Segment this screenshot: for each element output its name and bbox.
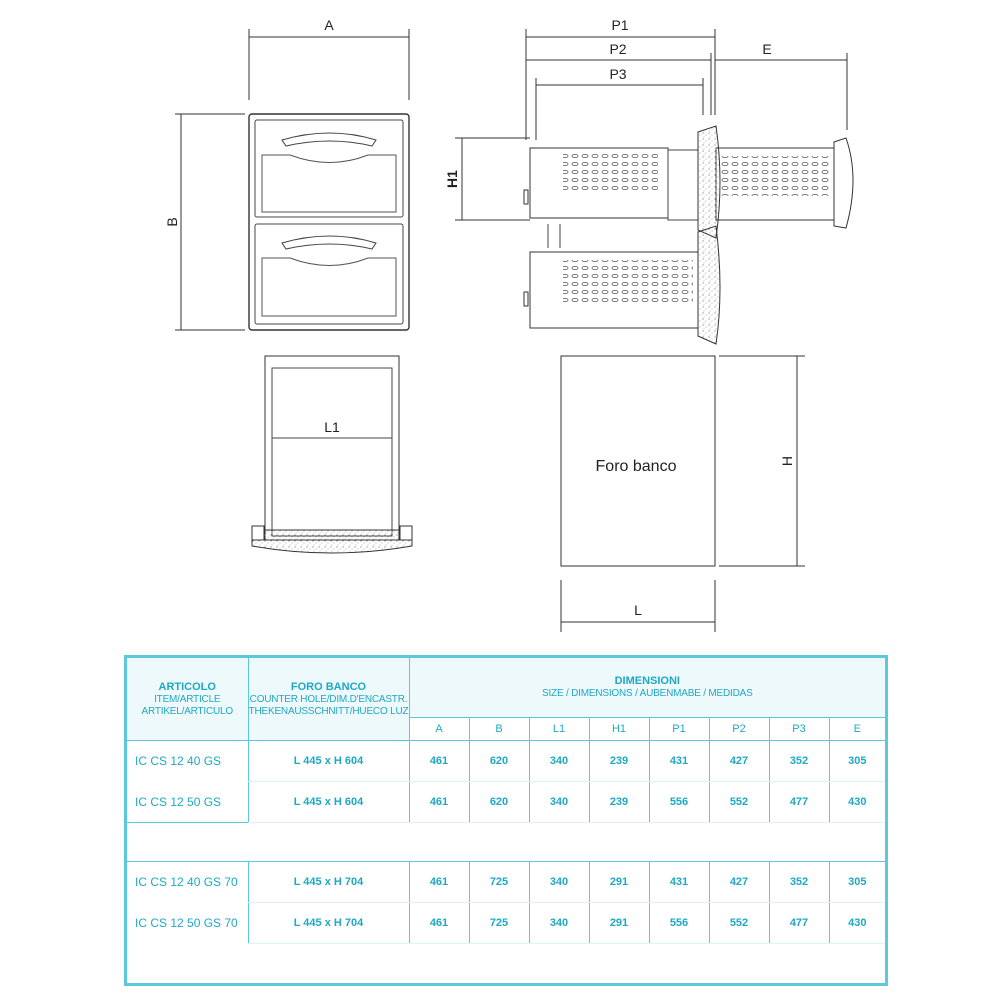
article-cell: IC CS 12 50 GS 70: [135, 916, 238, 930]
hole-cell: L 445 x H 704: [248, 862, 409, 903]
front-view: [164, 17, 409, 330]
value-cell: 620: [469, 782, 529, 823]
value-cell: 461: [409, 741, 469, 782]
value-cell: 427: [709, 741, 769, 782]
value-cell: 552: [709, 782, 769, 823]
dim-label-p2: P2: [609, 41, 627, 57]
value-cell: 477: [769, 782, 829, 823]
value-cell: 461: [409, 903, 469, 944]
dim-label-p3: P3: [609, 66, 627, 82]
column-header: P3: [769, 717, 829, 740]
dim-label-h: H: [779, 455, 795, 467]
spec-table: [124, 655, 888, 986]
header-article: ARTICOLO ITEM/ARTICLE ARTIKEL/ARTICULO: [141, 680, 233, 717]
value-cell: 461: [409, 862, 469, 903]
table-spacer: [127, 823, 885, 862]
dim-label-e: E: [762, 41, 772, 57]
value-cell: 352: [769, 741, 829, 782]
dim-label-l1: L1: [324, 419, 340, 435]
value-cell: 725: [469, 903, 529, 944]
value-cell: 305: [829, 862, 885, 903]
value-cell: 556: [649, 903, 709, 944]
column-header: H1: [589, 717, 649, 740]
value-cell: 430: [829, 782, 885, 823]
header-counter-hole: FORO BANCO COUNTER HOLE/DIM.D'ENCASTR. THEKENAUSSCHNITT/HUECO LUZ: [248, 658, 409, 741]
dim-label-h1: H1: [444, 170, 460, 188]
value-cell: 431: [649, 862, 709, 903]
hole-cell: L 445 x H 604: [248, 741, 409, 782]
value-cell: 620: [469, 741, 529, 782]
column-header: P2: [709, 717, 769, 740]
value-cell: 239: [589, 741, 649, 782]
dim-label-p1: P1: [611, 17, 629, 33]
value-cell: 340: [529, 862, 589, 903]
article-cell: IC CS 12 40 GS 70: [135, 875, 238, 890]
hole-cell: L 445 x H 704: [248, 903, 409, 944]
table-row: [127, 862, 885, 903]
value-cell: 430: [829, 903, 885, 944]
value-cell: 291: [589, 903, 649, 944]
value-cell: 427: [709, 862, 769, 903]
value-cell: 461: [409, 782, 469, 823]
column-header: B: [469, 717, 529, 740]
value-cell: 291: [589, 862, 649, 903]
top-view: [252, 356, 412, 553]
column-header: A: [409, 717, 469, 740]
dim-label-l: L: [634, 602, 642, 618]
column-header: P1: [649, 717, 709, 740]
counter-hole-label: Foro banco: [595, 458, 677, 475]
value-cell: 340: [529, 741, 589, 782]
article-cell: IC CS 12 50 GS: [135, 794, 222, 809]
value-cell: 725: [469, 862, 529, 903]
dim-label-b: B: [164, 217, 180, 227]
value-cell: 431: [649, 741, 709, 782]
dim-label-a: A: [324, 17, 334, 33]
hole-cell: L 445 x H 604: [248, 782, 409, 823]
counter-hole-view: [561, 356, 805, 632]
value-cell: 552: [709, 903, 769, 944]
value-cell: 340: [529, 903, 589, 944]
value-cell: 340: [529, 782, 589, 823]
value-cell: 477: [769, 903, 829, 944]
table-row: [127, 903, 885, 944]
column-header: L1: [529, 717, 589, 740]
table-row: [127, 741, 885, 782]
value-cell: 556: [649, 782, 709, 823]
value-cell: 305: [829, 741, 885, 782]
header-dimensions: DIMENSIONI SIZE / DIMENSIONS / AUBENMABE / MEDIDAS: [409, 658, 885, 717]
article-cell: IC CS 12 40 GS: [135, 754, 222, 769]
side-view: [444, 17, 853, 344]
value-cell: 352: [769, 862, 829, 903]
table-row: [127, 782, 885, 823]
value-cell: 239: [589, 782, 649, 823]
column-header: E: [829, 717, 885, 740]
